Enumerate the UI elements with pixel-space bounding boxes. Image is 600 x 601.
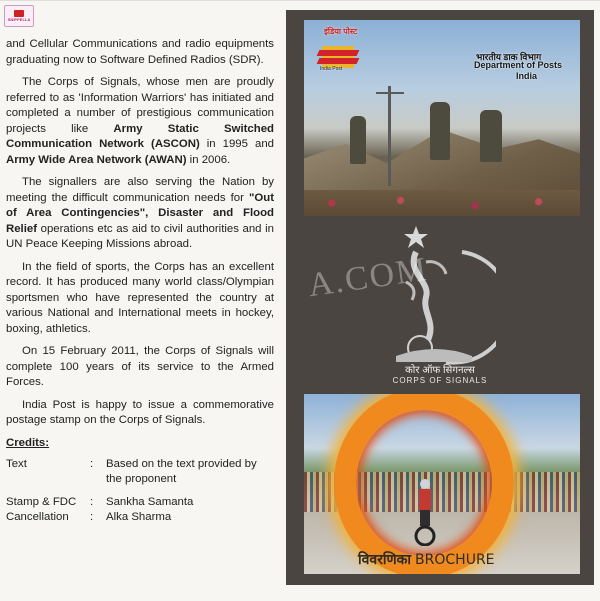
credit-value: Based on the text provided by the proponent [106, 458, 257, 485]
corps-of-signals-emblem [376, 222, 496, 372]
paragraph-1: and Cellular Communications and radio equipments graduating now to Software Defined Radios (SDR). [6, 38, 274, 66]
wing-stripe-icon [317, 58, 360, 64]
credit-label: Stamp & FDC [6, 496, 77, 508]
paragraph-2-text-e: in 2006. [186, 153, 231, 166]
soldier-figure [430, 102, 450, 160]
credit-label: Text [6, 458, 27, 470]
antenna-pole [388, 86, 391, 186]
seller-watermark-logo [4, 5, 34, 27]
paragraph-2 [6, 75, 274, 168]
credit-value: Alka Sharma [106, 511, 172, 523]
credit-row-cancellation [6, 510, 274, 525]
logo-caption: India Post [320, 66, 343, 72]
credit-colon: : [90, 458, 94, 470]
antenna-crossbar [376, 92, 404, 94]
awan-bold: Army Wide Area Network (AWAN) [6, 153, 187, 166]
site-watermark: A.COM [305, 250, 431, 305]
department-english: Department of Posts [474, 60, 563, 70]
credit-row-stamp [6, 495, 274, 510]
brochure-english: BROCHURE [415, 552, 495, 568]
logo-hindi-text: इंडिया पोस्ट [324, 27, 357, 36]
paragraph-5: On 15 February 2011, the Corps of Signals will complete 100 years of its service to the Armed Forces. [6, 345, 274, 388]
india-post-logo [314, 36, 370, 80]
department-country: India [516, 71, 538, 81]
star-icon [404, 226, 428, 248]
motorcycle-stunt-photo [304, 394, 580, 574]
paragraph-6: India Post is happy to issue a commemorative postage stamp on the Corps of Signals. [6, 398, 274, 426]
paragraph-4: In the field of sports, the Corps has an excellent record. It has produced many world class/Olympian sportsmen who have represented the country at various National and International meets in hockey, boxing, athletics. [6, 260, 274, 335]
credits-title: Credits: [6, 436, 50, 449]
soldier-figure [480, 110, 502, 162]
contingencies-bold: "Out of Area Contingencies", Disaster and Flood Relief [6, 191, 274, 235]
brochure-cover [286, 10, 594, 585]
wing-stripe-icon [317, 50, 360, 56]
signallers-photo [304, 20, 580, 216]
left-text-panel [6, 37, 274, 525]
stamp-icon [14, 10, 24, 17]
paragraph-3-text-c: operations etc as aid to civil authorities and in UN Peace Keeping Missions abroad. [6, 222, 274, 250]
paragraph-3 [6, 175, 274, 253]
ascon-bold: Army Static Switched Communication Network (ASCON) [6, 122, 274, 150]
brochure-label [358, 550, 495, 569]
credit-colon: : [90, 511, 94, 523]
paragraph-2-text-a: The Corps of Signals, whose men are proudly referred to as 'Information Warriors' has initiated and completed a number of prestigious communication projects like [6, 76, 274, 135]
paragraph-2-text-c: in 1995 and [199, 138, 274, 150]
brochure-hindi: विवरणिका [358, 552, 412, 568]
emblem-caption-english: CORPS OF SIGNALS [392, 376, 488, 385]
motorcycle-rider-icon [408, 476, 442, 546]
crescent-arc [446, 252, 496, 363]
credit-row-text [6, 457, 274, 487]
watermark-logo-text: SNIPPELLA [7, 17, 31, 22]
flowers-foreground [304, 190, 580, 216]
paragraph-3-text-a: The signallers are also serving the Nation by meeting the difficult communication needs for [6, 176, 274, 204]
emblem-caption-hindi: कोर ऑफ सिगनल्स [405, 365, 475, 376]
credit-label: Cancellation [6, 511, 69, 523]
credit-value: Sankha Samanta [106, 496, 194, 508]
credit-colon: : [90, 496, 94, 508]
soldier-figure [350, 116, 366, 164]
department-hindi: भारतीय डाक विभाग [476, 52, 542, 62]
mercury-figure-icon [414, 252, 431, 340]
